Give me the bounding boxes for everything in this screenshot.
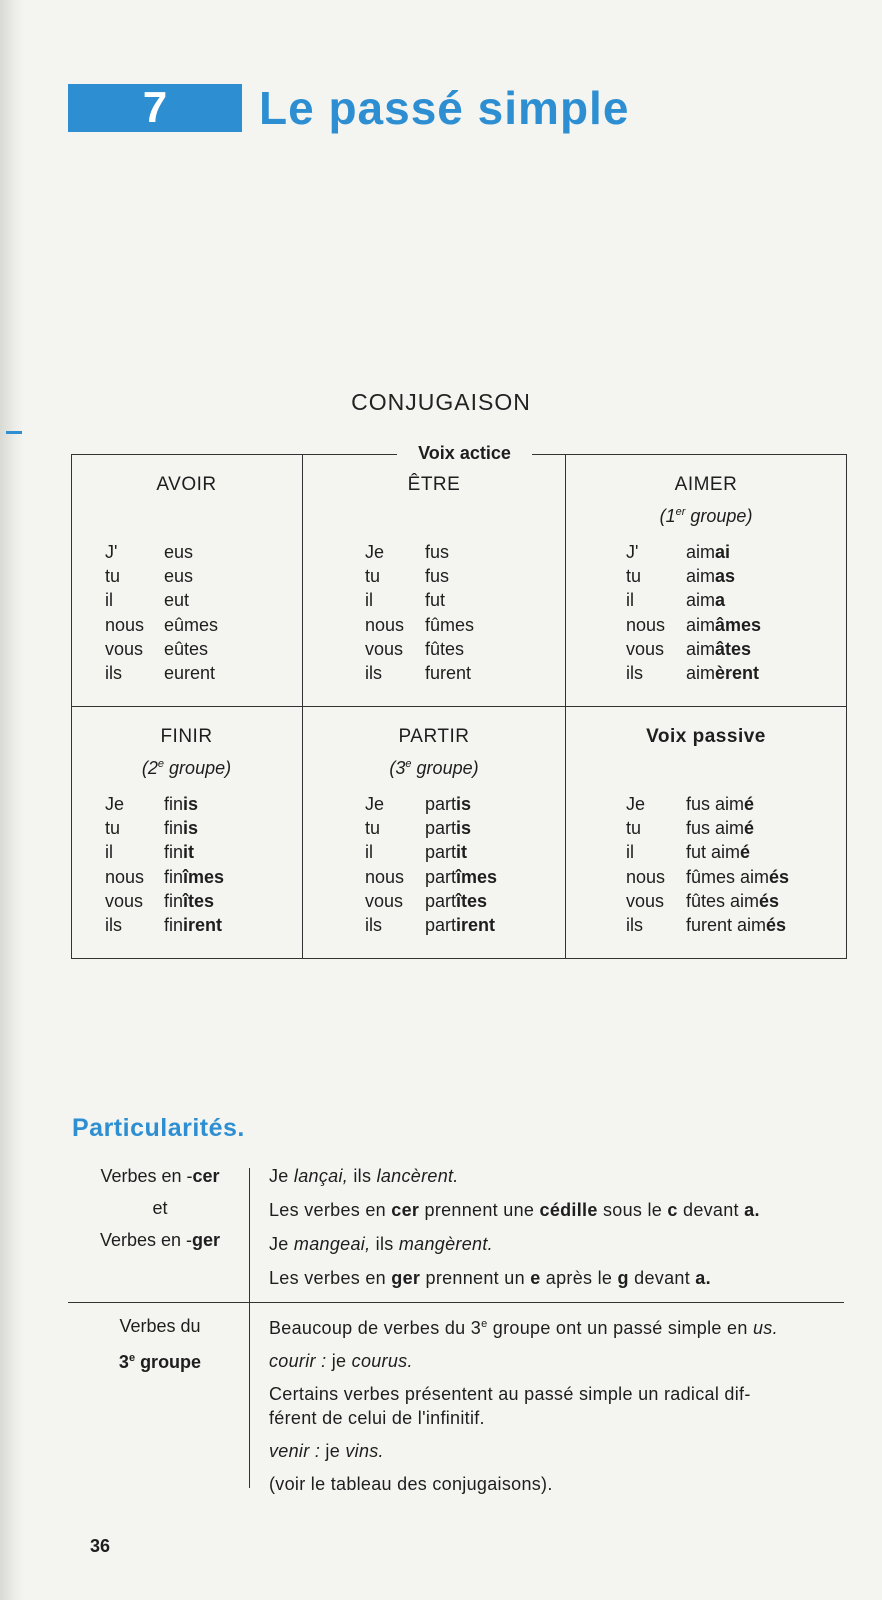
ending: âtes: [715, 638, 752, 659]
stem: fûmes: [425, 614, 475, 635]
label-line: [80, 1342, 240, 1378]
pronoun: ils: [105, 662, 122, 683]
text-line: [269, 1164, 849, 1188]
t: devant: [628, 1268, 696, 1288]
stem: fus: [425, 566, 450, 587]
group-number: 3: [395, 758, 406, 778]
verb-form: [164, 637, 208, 661]
stem: furent aim: [686, 914, 767, 935]
t: je: [320, 1441, 346, 1461]
verb-title: FINIR: [160, 726, 213, 747]
group-word: groupe: [690, 506, 747, 526]
stem: aim: [686, 614, 716, 635]
stem: fin: [164, 842, 184, 863]
pronoun: vous: [105, 638, 144, 659]
pronoun: Je: [365, 794, 385, 814]
stem: fus: [425, 542, 450, 562]
text-line: [269, 1198, 849, 1222]
verb-form: [164, 792, 198, 816]
t-bold: g: [617, 1268, 629, 1288]
ending: îtes: [183, 890, 215, 911]
ending: îtes: [456, 890, 488, 911]
t-italic: lançai,: [293, 1166, 349, 1186]
pronoun: vous: [626, 890, 665, 911]
text-line: Certains verbes présentent au passé simple un radical dif-: [269, 1384, 751, 1404]
pronoun: ils: [365, 914, 382, 935]
t-italic: courus.: [351, 1351, 413, 1371]
page-number: 36: [90, 1536, 111, 1556]
conjugation-row: [303, 840, 565, 864]
stem: part: [425, 794, 457, 814]
group-label: (1er groupe): [659, 506, 753, 526]
chapter-number: 7: [68, 84, 242, 132]
edge-mark: [6, 431, 22, 434]
ending: is: [183, 818, 199, 839]
ending: îmes: [456, 866, 498, 887]
label-bold: cer: [192, 1166, 220, 1186]
conjugation-row: [303, 661, 565, 685]
pronoun: il: [105, 842, 113, 863]
verb-form: [164, 661, 215, 685]
conjugation-row: [71, 840, 302, 864]
verb-cell-passive: [566, 722, 846, 952]
verb-form: [164, 840, 194, 864]
voix-active-label: Voix actice: [397, 441, 532, 465]
verb-form: [164, 613, 218, 637]
ending: is: [183, 794, 199, 814]
conjugation-row: [71, 792, 302, 816]
pronoun: ils: [365, 662, 382, 683]
conjugation-row: [566, 613, 846, 637]
conjugation-row: [303, 613, 565, 637]
verb-form: [164, 540, 193, 564]
verb-form: [164, 564, 193, 588]
pronoun: ils: [626, 914, 643, 935]
conjugation-row: [71, 865, 302, 889]
section2-label: [80, 1310, 240, 1378]
conjugation-row: [71, 661, 302, 685]
text-line: [269, 1232, 849, 1256]
pronoun: nous: [105, 614, 145, 635]
text-line: férent de celui de l'infinitif.: [269, 1408, 485, 1428]
ending: a: [715, 590, 726, 611]
ending: èrent: [715, 662, 760, 683]
verb-form: [425, 816, 471, 840]
t: prennent un: [420, 1268, 531, 1288]
conjugation-row: [71, 564, 302, 588]
verb-form: [425, 588, 445, 612]
pronoun: Je: [105, 794, 125, 814]
table-row-divider: [71, 706, 847, 707]
stem: eûtes: [164, 638, 209, 659]
verb-title: ÊTRE: [407, 474, 461, 495]
conjugation-row: [566, 637, 846, 661]
pronoun: tu: [365, 818, 381, 839]
page-edge: [0, 0, 24, 1600]
stem: fûtes: [425, 638, 465, 659]
conjugation-rows: [71, 792, 302, 937]
conjugation-rows: [303, 792, 565, 937]
pronoun: tu: [626, 818, 642, 839]
ending: és: [769, 866, 790, 887]
conjugation-row: [71, 588, 302, 612]
pronoun: vous: [626, 638, 665, 659]
stem: fin: [164, 794, 184, 814]
conjugation-row: [71, 816, 302, 840]
conjugation-row: [566, 564, 846, 588]
stem: fûtes aim: [686, 890, 760, 911]
pronoun: il: [365, 590, 373, 611]
stem: part: [425, 866, 457, 887]
verb-form: [686, 792, 754, 816]
t: Les verbes en: [269, 1200, 392, 1220]
particularites-divider-1: [249, 1168, 250, 1302]
pronoun: nous: [626, 866, 666, 887]
verb-form: [425, 637, 464, 661]
verb-title: PARTIR: [398, 726, 470, 747]
conjugation-row: [566, 588, 846, 612]
t-bold: ger: [391, 1268, 421, 1288]
verb-form: [686, 540, 730, 564]
ending: ai: [715, 542, 731, 562]
ending: is: [456, 818, 472, 839]
pronoun: vous: [105, 890, 144, 911]
ending: és: [759, 890, 780, 911]
group-word: groupe: [169, 758, 226, 778]
stem: aim: [686, 590, 716, 611]
pronoun: tu: [626, 566, 642, 587]
stem: fut aim: [686, 842, 741, 863]
conjugation-row: [303, 564, 565, 588]
group-superscript: e: [405, 758, 412, 770]
stem: fus aim: [686, 794, 745, 814]
conjugation-row: [71, 613, 302, 637]
verb-cell-finir: [71, 722, 302, 952]
conjugation-row: [566, 792, 846, 816]
ending: it: [183, 842, 195, 863]
conjugation-rows: [566, 792, 846, 937]
pronoun: vous: [365, 890, 404, 911]
t-italic: us.: [752, 1318, 778, 1338]
pronoun: nous: [105, 866, 145, 887]
stem: fin: [164, 818, 184, 839]
stem: fûmes aim: [686, 866, 770, 887]
pronoun: vous: [365, 638, 404, 659]
table-top-border-left: [71, 454, 397, 455]
stem: fin: [164, 914, 184, 935]
conjugation-row: [303, 865, 565, 889]
pronoun: nous: [365, 866, 405, 887]
conjugation-row: [566, 913, 846, 937]
t-bold: e: [530, 1268, 541, 1288]
verb-title: AIMER: [674, 474, 738, 495]
ending: irent: [183, 914, 223, 935]
section2-text: [269, 1312, 849, 1496]
text-line: (voir le tableau des conjugaisons).: [269, 1474, 553, 1494]
t-italic: venir :: [269, 1441, 321, 1461]
label-line: Verbes du: [119, 1316, 201, 1336]
stem: part: [425, 818, 457, 839]
label-text: Verbes en -: [99, 1230, 193, 1250]
conjugation-row: [566, 661, 846, 685]
conjugation-row: [303, 816, 565, 840]
verb-form: [686, 588, 725, 612]
t-italic: vins.: [345, 1441, 384, 1461]
pronoun: J': [105, 542, 118, 562]
conjugation-row: [566, 840, 846, 864]
t: Je: [269, 1166, 294, 1186]
pronoun: il: [626, 842, 634, 863]
conjugation-row: [303, 792, 565, 816]
verb-form: [425, 889, 487, 913]
pronoun: il: [105, 590, 113, 611]
t: ils: [370, 1234, 399, 1254]
group-word: groupe: [416, 758, 473, 778]
verb-cell-partir: [303, 722, 565, 952]
ending: irent: [456, 914, 496, 935]
pronoun: ils: [105, 914, 122, 935]
stem: part: [425, 842, 457, 863]
t-bold: a.: [695, 1268, 711, 1288]
conjugation-row: [566, 889, 846, 913]
stem: fin: [164, 890, 184, 911]
conjugation-row: [303, 588, 565, 612]
ending: é: [744, 818, 755, 839]
stem: eus: [164, 542, 194, 562]
verb-form: [425, 840, 467, 864]
t-bold: cer: [391, 1200, 420, 1220]
stem: aim: [686, 638, 716, 659]
verb-form: [686, 613, 761, 637]
group-label: (2e groupe): [141, 758, 232, 778]
group-number: 2: [147, 758, 158, 778]
section1-text: [269, 1164, 849, 1290]
stem: fut: [425, 590, 446, 611]
pronoun: Je: [365, 542, 385, 562]
t-italic: mangèrent.: [398, 1234, 493, 1254]
pronoun: Je: [626, 794, 646, 814]
ending: és: [766, 914, 787, 935]
table-top-border-right: [532, 454, 847, 455]
stem: fin: [164, 866, 184, 887]
conjugation-row: [303, 637, 565, 661]
stem: eûmes: [164, 614, 219, 635]
group-number: 1: [665, 506, 676, 526]
verb-form: [425, 913, 495, 937]
verb-form: [686, 637, 751, 661]
particularites-row-divider: [68, 1302, 844, 1303]
verb-form: [425, 661, 471, 685]
stem: eut: [164, 590, 190, 611]
verb-form: [164, 913, 222, 937]
particularites-divider-2: [249, 1302, 250, 1488]
stem: part: [425, 890, 457, 911]
conjugaison-heading: CONJUGAISON: [351, 389, 531, 415]
t-italic: mangeai,: [293, 1234, 371, 1254]
pronoun: tu: [105, 566, 121, 587]
text-line: [269, 1312, 849, 1340]
t: sous le: [597, 1200, 668, 1220]
pronoun: ils: [626, 662, 643, 683]
pronoun: nous: [365, 614, 405, 635]
t: je: [326, 1351, 352, 1371]
label-bold: ger: [192, 1230, 221, 1250]
verb-form: [425, 613, 474, 637]
stem: furent: [425, 662, 472, 683]
section1-label: [80, 1160, 240, 1256]
conjugation-row: [71, 913, 302, 937]
verb-form: [686, 564, 735, 588]
t: devant: [677, 1200, 745, 1220]
stem: aim: [686, 566, 716, 587]
pronoun: tu: [365, 566, 381, 587]
verb-cell-etre: [303, 470, 565, 700]
chapter-title: Le passé simple: [259, 82, 630, 134]
ending: îmes: [183, 866, 225, 887]
group-label: (3e groupe): [389, 758, 479, 778]
stem: eus: [164, 566, 194, 587]
verb-form: [686, 661, 759, 685]
stem: eurent: [164, 662, 216, 683]
text-line: [269, 1349, 849, 1373]
pronoun: nous: [626, 614, 666, 635]
pronoun: J': [626, 542, 639, 562]
ending: it: [456, 842, 468, 863]
pronoun: il: [365, 842, 373, 863]
verb-form: [686, 889, 779, 913]
text-line: [269, 1439, 849, 1463]
verb-form: [686, 913, 786, 937]
stem: fus aim: [686, 818, 745, 839]
label-word: groupe: [135, 1352, 202, 1372]
verb-form: [686, 865, 789, 889]
conjugation-row: [566, 816, 846, 840]
text-line: [269, 1266, 849, 1290]
passive-title: Voix passive: [646, 726, 766, 747]
ending: é: [744, 794, 755, 814]
t-italic: lancèrent.: [376, 1166, 459, 1186]
verb-form: [425, 564, 449, 588]
conjugation-rows: [71, 540, 302, 685]
t: après le: [540, 1268, 618, 1288]
verb-form: [164, 588, 189, 612]
t: groupe ont un passé simple en: [487, 1318, 753, 1338]
label-line: et: [152, 1198, 168, 1218]
conjugation-row: [566, 865, 846, 889]
label-line: [80, 1224, 240, 1256]
label-text: Verbes en -: [100, 1166, 193, 1186]
conjugation-row: [303, 540, 565, 564]
label-line: [80, 1160, 240, 1192]
conjugation-row: [71, 540, 302, 564]
t: ils: [348, 1166, 377, 1186]
pronoun: tu: [105, 818, 121, 839]
conjugation-rows: [303, 540, 565, 685]
t: prennent une: [419, 1200, 540, 1220]
t-bold: c: [667, 1200, 678, 1220]
conjugation-row: [566, 540, 846, 564]
t: Les verbes en: [269, 1268, 392, 1288]
conjugation-row: [71, 889, 302, 913]
verb-form: [164, 865, 224, 889]
verb-form: [686, 816, 754, 840]
t: Je: [269, 1234, 294, 1254]
stem: aim: [686, 542, 716, 562]
label-num: 3: [118, 1352, 129, 1372]
verb-cell-aimer: [566, 470, 846, 700]
group-superscript: er: [675, 506, 686, 518]
t-bold: a.: [744, 1200, 760, 1220]
ending: is: [456, 794, 472, 814]
ending: é: [740, 842, 751, 863]
verb-cell-avoir: [71, 470, 302, 700]
ending: as: [715, 566, 736, 587]
verb-form: [686, 840, 750, 864]
verb-title: AVOIR: [156, 474, 217, 495]
conjugation-rows: [566, 540, 846, 685]
t-bold: cédille: [539, 1200, 598, 1220]
ending: âmes: [715, 614, 762, 635]
t-sup: e: [481, 1318, 488, 1330]
stem: part: [425, 914, 457, 935]
t-italic: courir :: [269, 1351, 327, 1371]
verb-form: [425, 792, 471, 816]
verb-form: [164, 816, 198, 840]
conjugation-row: [303, 913, 565, 937]
stem: aim: [686, 662, 716, 683]
pronoun: il: [626, 590, 634, 611]
conjugation-row: [71, 637, 302, 661]
t: Beaucoup de verbes du 3: [269, 1318, 482, 1338]
particularites-heading: Particularités.: [72, 1114, 245, 1142]
verb-form: [164, 889, 214, 913]
label-sup: e: [128, 1352, 136, 1364]
conjugation-row: [303, 889, 565, 913]
group-superscript: e: [157, 758, 165, 770]
verb-form: [425, 540, 449, 564]
verb-form: [425, 865, 497, 889]
